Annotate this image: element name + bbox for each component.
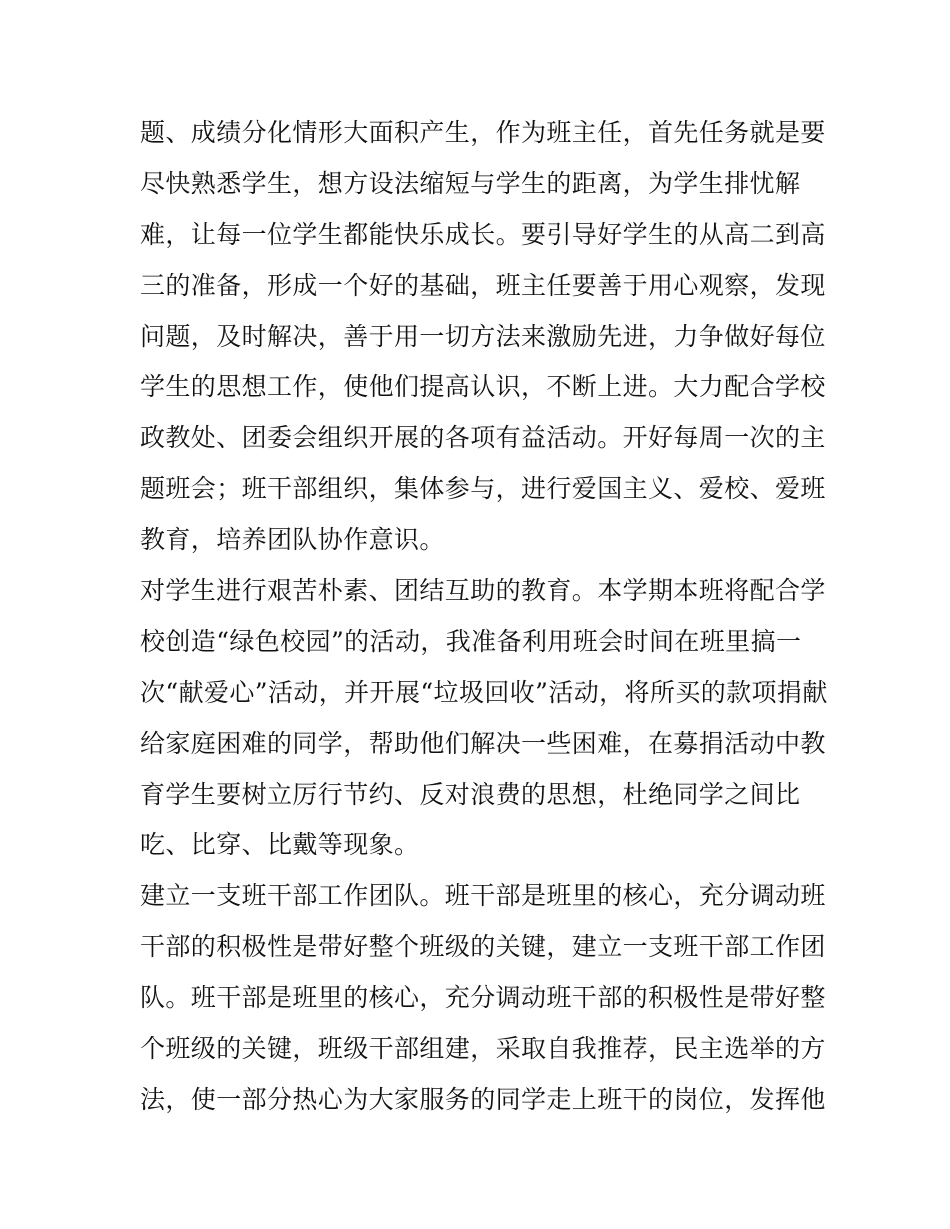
text-line: 问题，及时解决，善于用一切方法来激励先进，力争做好每位 [140,321,826,351]
text-line: 育学生要树立厉行节约、反对浪费的思想，杜绝同学之间比 [140,779,801,809]
text-line: 三的准备，形成一个好的基础，班主任要善于用心观察，发现 [140,270,826,300]
text-line: 队。班干部是班里的核心，充分调动班干部的积极性是带好整 [140,983,826,1013]
text-line: 教育，培养团队协作意识。 [140,525,445,555]
text-line: 次“献爱心”活动，并开展“垃圾回收”活动，将所买的款项捐献 [140,677,828,707]
text-line: 个班级的关键，班级干部组建，采取自我推荐，民主选举的方 [140,1034,826,1064]
text-line: 干部的积极性是带好整个班级的关键，建立一支班干部工作团 [140,932,826,962]
text-line: 难，让每一位学生都能快乐成长。要引导好学生的从高二到高 [140,219,826,249]
text-line: 校创造“绿色校园”的活动，我准备利用班会时间在班里搞一 [140,626,802,656]
paragraph-class-cadre-team [140,871,830,1125]
paragraph-frugality-education [140,566,830,871]
text-line: 政教处、团委会组织开展的各项有益活动。开好每周一次的主 [140,423,826,453]
text-line: 题、成绩分化情形大面积产生，作为班主任，首先任务就是要 [140,118,826,147]
text-line: 学生的思想工作，使他们提高认识，不断上进。大力配合学校 [140,372,826,402]
document-body [140,108,830,1126]
text-line: 法，使一部分热心为大家服务的同学走上班干的岗位，发挥他 [140,1084,826,1114]
text-line: 给家庭困难的同学，帮助他们解决一些困难，在募捐活动中教 [140,728,826,758]
text-line: 尽快熟悉学生，想方设法缩短与学生的距离，为学生排忧解 [140,168,801,198]
paragraph-class-management [140,108,830,566]
text-line: 题班会；班干部组织，集体参与，进行爱国主义、爱校、爱班 [140,474,826,504]
text-line: 对学生进行艰苦朴素、团结互助的教育。本学期本班将配合学 [140,576,826,606]
text-line: 建立一支班干部工作团队。班干部是班里的核心，充分调动班 [140,881,826,911]
text-line: 吃、比穿、比戴等现象。 [140,830,420,860]
